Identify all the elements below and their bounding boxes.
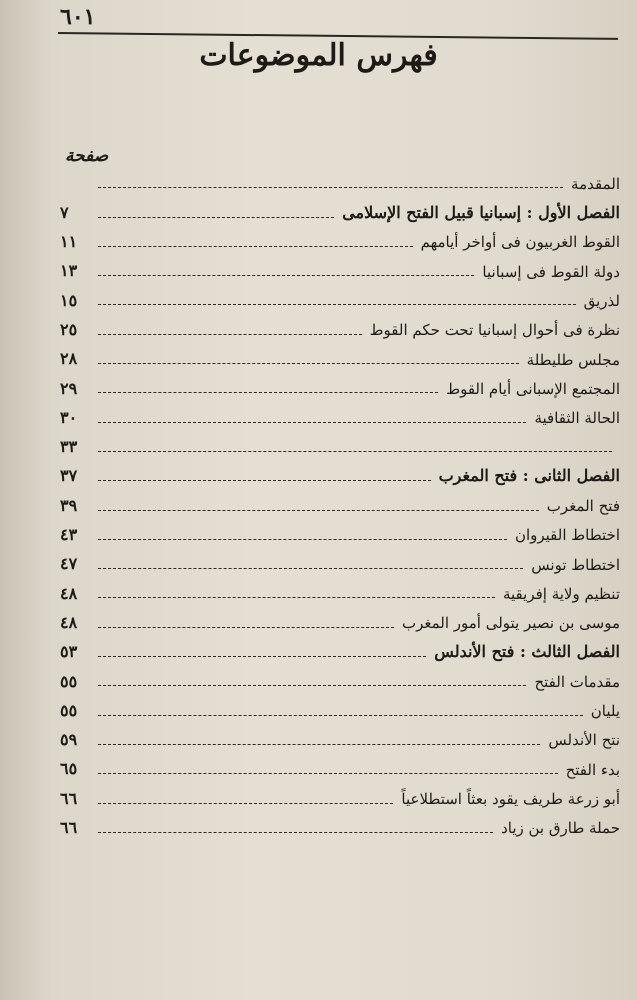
toc-entry-page: ٧ bbox=[60, 202, 69, 222]
toc-entry-page: ٤٣ bbox=[60, 525, 78, 545]
toc-entry bbox=[60, 810, 620, 839]
toc-entry-page: ٣٩ bbox=[60, 495, 78, 515]
toc-entry bbox=[60, 751, 620, 780]
toc-entry bbox=[60, 311, 620, 340]
toc-entry bbox=[60, 722, 620, 751]
toc-entry-label: مقدمات الفتح bbox=[534, 672, 620, 691]
dot-leader bbox=[98, 510, 539, 511]
toc-entry bbox=[60, 634, 620, 663]
toc-entry-label: فتح المغرب bbox=[546, 497, 620, 516]
toc-entry bbox=[60, 604, 620, 633]
page-title: فهرس الموضوعات bbox=[199, 38, 438, 73]
toc-entry bbox=[60, 399, 620, 428]
toc-entry bbox=[60, 663, 620, 692]
toc-entry-label: مجلس طليطلة bbox=[526, 350, 620, 369]
toc-entry-label: اختطاط تونس bbox=[531, 555, 620, 574]
toc-entry-label: القوط الغربيون فى أواخر أيامهم bbox=[420, 233, 620, 252]
toc-entry-page: ٥٥ bbox=[60, 700, 78, 720]
dot-leader bbox=[98, 656, 426, 657]
toc-entry bbox=[60, 487, 620, 516]
toc-entry-label: نتح الأندلس bbox=[548, 731, 620, 750]
toc-entry bbox=[60, 429, 620, 458]
dot-leader bbox=[98, 627, 394, 628]
toc-entry-label: بدء الفتح bbox=[565, 760, 620, 779]
dot-leader bbox=[98, 773, 558, 774]
dot-leader bbox=[98, 217, 334, 218]
toc-entry-page: ٦٦ bbox=[60, 818, 78, 838]
toc-entry-page: ٤٧ bbox=[60, 554, 78, 574]
toc-entry-label: المجتمع الإسبانى أيام القوط bbox=[446, 379, 620, 398]
toc-entry-label: المقدمة bbox=[571, 174, 620, 193]
dot-leader bbox=[98, 568, 523, 569]
toc-entry-label: أبو زرعة طريف يقود بعثاً استطلاعياً bbox=[401, 790, 620, 809]
toc-entry bbox=[60, 575, 620, 604]
toc-entry-page: ٣٠ bbox=[60, 407, 78, 427]
toc-entry-page: ١٥ bbox=[60, 290, 78, 310]
toc-entry-label: حملة طارق بن زياد bbox=[501, 819, 620, 838]
page-number: ٦٠١ bbox=[60, 4, 96, 30]
toc-entry bbox=[60, 692, 620, 721]
dot-leader bbox=[98, 539, 507, 540]
dot-leader bbox=[98, 246, 413, 247]
toc-entry-page: ٤٨ bbox=[60, 612, 78, 632]
toc-entry-label: يليان bbox=[590, 702, 620, 721]
dot-leader bbox=[98, 715, 583, 716]
toc-entry-label: تنظيم ولاية إفريقية bbox=[502, 584, 620, 603]
toc-entry-label: لذريق bbox=[583, 291, 620, 310]
toc-entry-page: ١١ bbox=[60, 232, 78, 252]
page-column-header: صفحة bbox=[65, 146, 109, 166]
toc-entry-label: الحالة الثقافية bbox=[534, 409, 620, 428]
toc-entry-page: ٥٥ bbox=[60, 671, 78, 691]
toc-entry bbox=[60, 253, 620, 282]
toc-entry-page: ٣٧ bbox=[60, 466, 78, 486]
toc-entry-page: ٥٣ bbox=[60, 642, 78, 662]
toc-entry-label: نظرة فى أحوال إسبانيا تحت حكم القوط bbox=[369, 321, 620, 340]
toc-entry bbox=[60, 517, 620, 546]
dot-leader bbox=[98, 451, 612, 452]
toc-entry bbox=[60, 546, 620, 575]
toc-entry bbox=[60, 165, 620, 194]
toc-entry-page: ٦٦ bbox=[60, 788, 78, 808]
dot-leader bbox=[98, 685, 526, 686]
chapter-heading: الفصل الأول : إسبانيا قبيل الفتح الإسلامى bbox=[342, 202, 620, 222]
dot-leader bbox=[98, 480, 431, 481]
toc-entry-page: ٢٥ bbox=[60, 319, 78, 339]
toc-entry-page: ٤٨ bbox=[60, 583, 78, 603]
dot-leader bbox=[98, 832, 493, 833]
toc-entry bbox=[60, 341, 620, 370]
dot-leader bbox=[98, 803, 393, 804]
toc-entry-page: ٥٩ bbox=[60, 730, 78, 750]
toc-entry-label: موسى بن نصير يتولى أمور المغرب bbox=[401, 614, 620, 633]
chapter-heading: الفصل الثانى : فتح المغرب bbox=[438, 466, 620, 486]
dot-leader bbox=[98, 187, 563, 188]
toc-entry bbox=[60, 458, 620, 487]
dot-leader bbox=[98, 422, 526, 423]
toc-entry bbox=[60, 194, 620, 223]
toc-entry bbox=[60, 224, 620, 253]
toc-entry-page: ٢٩ bbox=[60, 378, 78, 398]
dot-leader bbox=[98, 275, 474, 276]
dot-leader bbox=[98, 334, 362, 335]
toc-entry-label: اختطاط القيروان bbox=[514, 526, 620, 545]
dot-leader bbox=[98, 304, 576, 305]
toc-entry-page: ٢٨ bbox=[60, 349, 78, 369]
dot-leader bbox=[98, 597, 495, 598]
toc-entry-page: ٣٣ bbox=[60, 437, 78, 457]
toc-entry-page: ١٣ bbox=[60, 261, 78, 281]
toc-entry bbox=[60, 282, 620, 311]
toc-entry bbox=[60, 370, 620, 399]
chapter-heading: الفصل الثالث : فتح الأندلس bbox=[434, 642, 620, 662]
toc-entry-page: ٦٥ bbox=[60, 759, 78, 779]
dot-leader bbox=[98, 363, 519, 364]
dot-leader bbox=[98, 744, 540, 745]
dot-leader bbox=[98, 392, 438, 393]
toc-entry bbox=[60, 780, 620, 809]
toc-entry-label: دولة القوط فى إسبانيا bbox=[482, 262, 620, 281]
table-of-contents bbox=[60, 165, 620, 839]
